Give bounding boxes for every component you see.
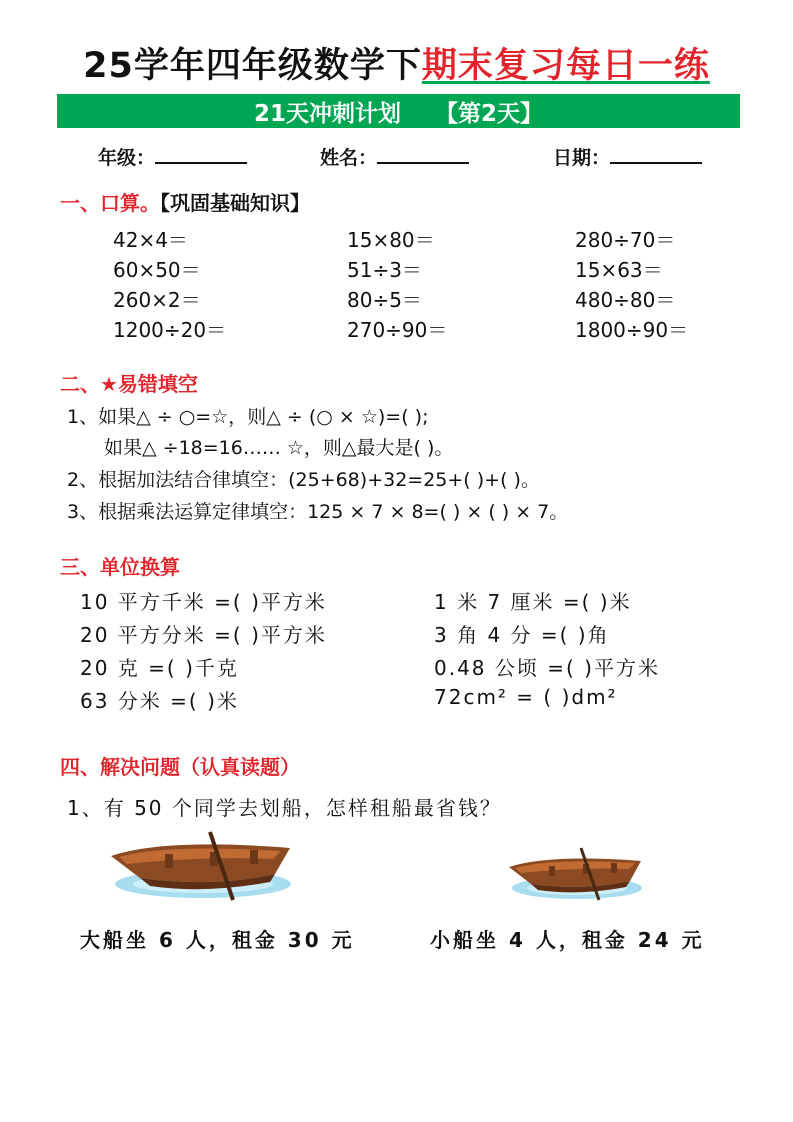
section-fill-blank-title: 二、★易错填空	[60, 372, 198, 396]
math-item: 260×2＝	[113, 288, 201, 312]
title-red: 期末复习每日一练	[421, 46, 710, 86]
unit-item: 1 米 7 厘米 =( )米	[434, 590, 632, 614]
small-boat-image	[505, 845, 645, 905]
math-item: 15×80＝	[347, 228, 435, 252]
section-unit-conversion-title: 三、单位换算	[60, 555, 180, 579]
math-item: 480÷80＝	[575, 288, 676, 312]
math-item: 15×63＝	[575, 258, 663, 282]
section1-title-dark: 【巩固基础知识】	[160, 191, 310, 215]
section-problem-title: 四、解决问题（认真读题）	[60, 755, 300, 779]
banner-plan: 21天冲刺计划	[253, 100, 401, 127]
date-field	[553, 143, 702, 170]
math-item: 80÷5＝	[347, 288, 422, 312]
math-item: 51÷3＝	[347, 258, 422, 282]
title-black: 25学年四年级数学下	[83, 46, 422, 86]
name-field	[320, 143, 469, 170]
math-item: 270÷90＝	[347, 318, 448, 342]
fill-blank-line-1: 1、如果△ ÷ ○=☆，则△ ÷ (○ × ☆)=( );	[67, 406, 429, 428]
unit-item: 20 克 =( )千克	[80, 656, 239, 680]
fill-blank-line-2: 2、根据加法结合律填空：(25+68)+32=25+( )+( )。	[67, 469, 540, 491]
unit-item: 63 分米 =( )米	[80, 689, 239, 713]
fill-blank-line-3: 3、根据乘法运算定律填空：125 × 7 × 8=( ) × ( ) × 7。	[67, 501, 569, 523]
date-label: 日期：	[553, 147, 611, 169]
name-blank[interactable]	[377, 144, 469, 164]
plan-banner	[57, 94, 740, 128]
big-boat-image	[105, 826, 295, 906]
grade-field	[98, 143, 247, 170]
grade-label: 年级：	[98, 147, 156, 169]
math-item: 1200÷20＝	[113, 318, 227, 342]
unit-item: 3 角 4 分 =( )角	[434, 623, 610, 647]
unit-item: 10 平方千米 =( )平方米	[80, 590, 327, 614]
math-item: 1800÷90＝	[575, 318, 689, 342]
grade-blank[interactable]	[155, 144, 247, 164]
unit-item: 72cm² = ( )dm²	[434, 685, 618, 709]
unit-item: 0.48 公顷 =( )平方米	[434, 656, 660, 680]
section1-title-red: 一、口算。	[60, 191, 160, 215]
page-title	[0, 38, 793, 88]
banner-day: 【第2天】	[435, 100, 544, 127]
small-boat-caption: 小船坐 4 人，租金 24 元	[430, 928, 705, 952]
fill-blank-line-1b: 如果△ ÷18=16…… ☆，则△最大是( )。	[104, 437, 454, 459]
big-boat-caption: 大船坐 6 人，租金 30 元	[80, 928, 355, 952]
section-mental-math-title	[60, 187, 310, 216]
problem-question: 1、有 50 个同学去划船，怎样租船最省钱？	[67, 796, 502, 820]
math-item: 42×4＝	[113, 228, 188, 252]
math-item: 280÷70＝	[575, 228, 676, 252]
unit-item: 20 平方分米 =( )平方米	[80, 623, 327, 647]
math-item: 60×50＝	[113, 258, 201, 282]
date-blank[interactable]	[610, 144, 702, 164]
name-label: 姓名：	[320, 147, 378, 169]
